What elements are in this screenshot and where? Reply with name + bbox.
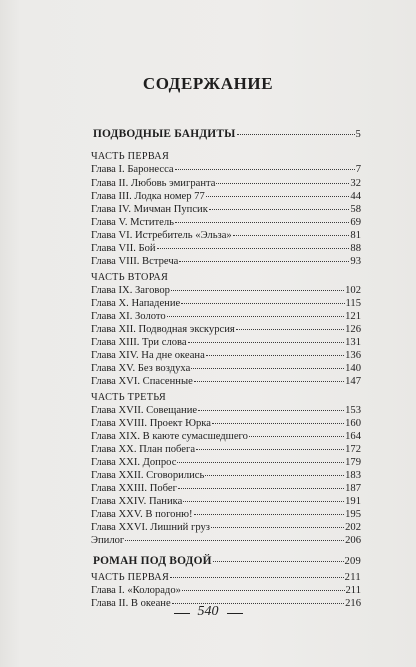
toc-entry-title: Глава II. Любовь эмигранта <box>91 178 216 189</box>
dot-leader <box>191 368 344 369</box>
toc-entry-title: ЧАСТЬ ВТОРАЯ <box>91 272 169 283</box>
toc-entry-title: Глава I. Баронесса <box>91 164 174 175</box>
toc-chapter-row <box>91 584 361 597</box>
toc-chapter-row <box>91 443 361 456</box>
page-number: 540 <box>197 604 219 619</box>
dash-right <box>227 613 243 614</box>
toc-entry-page: 32 <box>350 178 361 189</box>
toc-entry-page: 102 <box>345 285 361 296</box>
toc-entry-page: 93 <box>350 256 361 267</box>
dot-leader <box>175 169 355 170</box>
toc-entry-page: 7 <box>355 164 361 175</box>
toc-chapter-row <box>91 336 361 349</box>
toc-entry-title: Глава XXIII. Побег <box>91 483 177 494</box>
dot-leader <box>249 436 344 437</box>
toc-chapter-row <box>91 229 361 242</box>
page-title: СОДЕРЖАНИЕ <box>142 74 274 93</box>
toc-chapter-row <box>91 163 361 176</box>
dot-leader <box>194 381 344 382</box>
dot-leader <box>237 134 355 135</box>
toc-entry-page: 209 <box>344 556 361 567</box>
toc-entry-title: ПОДВОДНЫЕ БАНДИТЫ <box>93 128 236 140</box>
toc-entry-page: 172 <box>345 444 361 455</box>
toc-chapter-row <box>91 417 361 430</box>
toc-chapter-row <box>91 177 361 190</box>
toc-entry-title: Глава IX. Заговор <box>91 285 170 296</box>
toc-entry-page: 88 <box>350 243 361 254</box>
toc-entry-title: Глава III. Лодка номер 77 <box>91 191 205 202</box>
toc-entry-title: Глава V. Мститель <box>91 217 174 228</box>
toc-entry-page: 136 <box>345 350 361 361</box>
toc-entry-page: 164 <box>345 431 361 442</box>
toc-entry-title: Глава XIII. Три слова <box>91 337 187 348</box>
toc-entry-title: Глава XXV. В погоню! <box>91 509 193 520</box>
toc-chapter-row <box>91 242 361 255</box>
toc-entry-page: 69 <box>350 217 361 228</box>
toc-chapter-row <box>91 216 361 229</box>
toc-part-row <box>91 391 361 404</box>
toc-entry-title: Эпилог <box>91 535 125 546</box>
toc-chapter-row <box>91 310 361 323</box>
dot-leader <box>206 355 344 356</box>
toc-chapter-row <box>91 521 361 534</box>
toc-entry-title: Глава XIX. В каюте сумасшедшего <box>91 431 248 442</box>
toc-entry-title: Глава VII. Бой <box>91 243 156 254</box>
toc-book-row <box>93 555 361 568</box>
toc-chapter-row <box>91 495 361 508</box>
toc-chapter-row <box>91 297 361 310</box>
toc-entry-page: 187 <box>345 483 361 494</box>
toc-chapter-row <box>91 469 361 482</box>
dot-leader <box>171 290 344 291</box>
toc-chapter-row <box>91 323 361 336</box>
toc-chapter-row <box>91 456 361 469</box>
toc-entry-title: Глава XIV. На дне океана <box>91 350 205 361</box>
toc-entry-page: 216 <box>345 598 361 609</box>
toc-entry-title: ЧАСТЬ ПЕРВАЯ <box>91 572 170 583</box>
toc-entry-page: 179 <box>345 457 361 468</box>
dot-leader <box>178 488 344 489</box>
toc-entry-title: Глава I. «Колорадо» <box>91 585 181 596</box>
toc-chapter-row <box>91 508 361 521</box>
page-number-footer <box>0 604 416 620</box>
toc-entry-page: 58 <box>350 204 361 215</box>
toc-entry-title: Глава XVI. Спасенные <box>91 376 193 387</box>
toc-entry-title: Глава X. Нападение <box>91 298 181 309</box>
dot-leader <box>170 577 344 578</box>
toc-part-row <box>91 571 361 584</box>
dot-leader <box>205 475 344 476</box>
toc-entry-page: 211 <box>344 572 361 583</box>
dot-leader <box>179 261 349 262</box>
toc-entry-title: Глава XX. План побега <box>91 444 196 455</box>
toc-entry-page: 140 <box>345 363 361 374</box>
dot-leader <box>183 501 344 502</box>
toc-chapter-row <box>91 482 361 495</box>
toc-entry-title: ЧАСТЬ ПЕРВАЯ <box>91 151 170 162</box>
toc-entry-title: Глава XXVI. Лишний груз <box>91 522 210 533</box>
dot-leader <box>216 183 349 184</box>
dot-leader <box>209 209 350 210</box>
toc-entry-page: 202 <box>345 522 361 533</box>
dot-leader <box>177 462 344 463</box>
toc-chapter-row <box>91 190 361 203</box>
dot-leader <box>212 423 344 424</box>
toc-chapter-row <box>91 284 361 297</box>
toc-chapter-row <box>91 255 361 268</box>
toc-entry-page: 211 <box>345 585 361 596</box>
toc-chapter-row <box>91 375 361 388</box>
toc-chapter-row <box>91 534 361 547</box>
dot-leader <box>211 527 344 528</box>
toc-entry-page: 44 <box>350 191 361 202</box>
dot-leader <box>167 316 344 317</box>
dot-leader <box>175 222 349 223</box>
toc-book-row <box>93 128 361 141</box>
dot-leader <box>125 540 344 541</box>
dot-leader <box>182 590 345 591</box>
toc-entry-page: 81 <box>350 230 361 241</box>
toc-entry-title: Глава VIII. Встреча <box>91 256 179 267</box>
dot-leader <box>157 248 350 249</box>
toc-entry-title: ЧАСТЬ ТРЕТЬЯ <box>91 392 166 403</box>
toc-entry-page: 147 <box>345 376 361 387</box>
toc-chapter-row <box>91 430 361 443</box>
toc-entry-title: РОМАН ПОД ВОДОЙ <box>93 555 212 567</box>
toc-entry-title: Глава XXI. Допрос <box>91 457 177 468</box>
toc-entry-page: 126 <box>345 324 361 335</box>
toc-part-row <box>91 150 361 163</box>
toc-entry-title: Глава XXIV. Паника <box>91 496 183 507</box>
toc-entry-title: Глава XV. Без воздуха <box>91 363 191 374</box>
dot-leader <box>196 449 344 450</box>
toc-entry-page: 160 <box>345 418 361 429</box>
toc-entry-title: Глава IV. Мичман Пупсик <box>91 204 208 215</box>
toc-entry-page: 183 <box>345 470 361 481</box>
dot-leader <box>198 410 344 411</box>
toc-entry-page: 131 <box>345 337 361 348</box>
dot-leader <box>188 342 345 343</box>
toc-chapter-row <box>91 362 361 375</box>
dash-left <box>174 613 190 614</box>
toc-chapter-row <box>91 349 361 362</box>
toc-entry-page: 121 <box>345 311 361 322</box>
toc-entry-title: Глава XXII. Сговорились <box>91 470 205 481</box>
toc-entry-page: 195 <box>345 509 361 520</box>
dot-leader <box>213 561 344 562</box>
toc-entry-page: 206 <box>345 535 361 546</box>
toc-entry-title: Глава VI. Истребитель «Эльза» <box>91 230 232 241</box>
dot-leader <box>206 196 350 197</box>
toc-entry-title: Глава II. В океане <box>91 598 171 609</box>
dot-leader <box>181 303 344 304</box>
toc-entry-title: Глава XVII. Совещание <box>91 405 198 416</box>
toc-entry-title: Глава XVIII. Проект Юрка <box>91 418 211 429</box>
toc-chapter-row <box>91 404 361 417</box>
dot-leader <box>194 514 345 515</box>
toc-entry-page: 191 <box>345 496 361 507</box>
dot-leader <box>233 235 350 236</box>
dot-leader <box>236 329 344 330</box>
toc-chapter-row <box>91 203 361 216</box>
toc-part-row <box>91 271 361 284</box>
toc-entry-page: 5 <box>355 129 361 140</box>
toc-entry-title: Глава XI. Золото <box>91 311 166 322</box>
toc-entry-page: 115 <box>345 298 361 309</box>
toc-entry-page: 153 <box>345 405 361 416</box>
toc-entry-title: Глава XII. Подводная экскурсия <box>91 324 235 335</box>
